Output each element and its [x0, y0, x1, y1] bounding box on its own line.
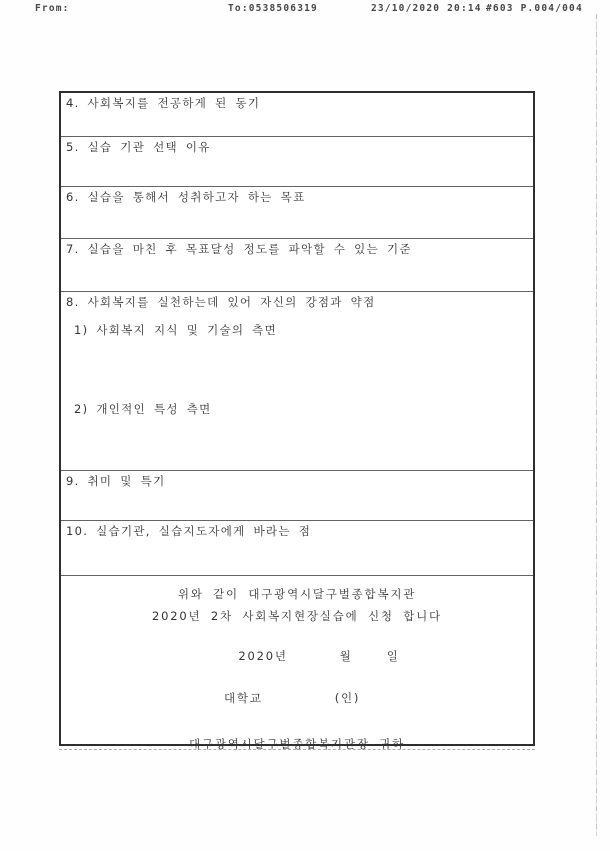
fax-from-label: From: [35, 3, 70, 14]
date-line [66, 649, 528, 664]
statement-line-2: 2020년 2차 사회복지현장실습에 신청 합니다 [152, 609, 442, 623]
scan-artifact-bottom-fuzz [59, 749, 535, 750]
date-day: 일 [386, 649, 400, 663]
question-8-label: 8. 사회복지를 실천하는데 있어 자신의 강점과 약점 [66, 295, 376, 309]
fax-datetime: 23/10/2020 20:14 [371, 3, 482, 14]
form-row-question-4 [61, 93, 533, 136]
form-row-question-10 [61, 520, 533, 575]
date-year: 2020년 [238, 649, 288, 663]
signature-line [66, 691, 528, 706]
question-9-label: 9. 취미 및 특기 [66, 474, 166, 488]
seal-placeholder: (인) [334, 691, 361, 705]
question-6-label: 6. 실습을 통해서 성취하고자 하는 목표 [66, 190, 306, 204]
form-row-question-7 [61, 238, 533, 291]
scan-artifact-line [596, 14, 597, 836]
form-row-question-5 [61, 136, 533, 186]
question-7-label: 7. 실습을 마친 후 목표달성 정도를 파악할 수 있는 기준 [66, 242, 412, 256]
university-label: 대학교 [224, 691, 263, 705]
fax-page-counter: #603 P.004/004 [486, 3, 583, 14]
date-month: 월 [339, 649, 353, 663]
statement-line-1: 위와 같이 대구광역시달구벌종합복지관 [177, 587, 417, 601]
form-row-question-8 [61, 291, 533, 470]
question-8-subitem-1: 1) 사회복지 지식 및 기술의 측면 [74, 323, 278, 337]
question-5-label: 5. 실습 기관 선택 이유 [66, 140, 211, 154]
form-footer-section [61, 575, 533, 751]
fax-to-number: To:0538506319 [228, 3, 318, 14]
question-8-subitem-2: 2) 개인적인 특성 측면 [74, 402, 212, 416]
form-row-question-9 [61, 470, 533, 520]
application-form-box [59, 91, 535, 751]
question-10-label: 10. 실습기관, 실습지도자에게 바라는 점 [66, 524, 312, 538]
form-row-question-6 [61, 186, 533, 238]
recipient-line: 대구광역시달구벌종합복지관장 귀하 [189, 737, 405, 751]
question-4-label: 4. 사회복지를 전공하게 된 동기 [66, 96, 261, 110]
